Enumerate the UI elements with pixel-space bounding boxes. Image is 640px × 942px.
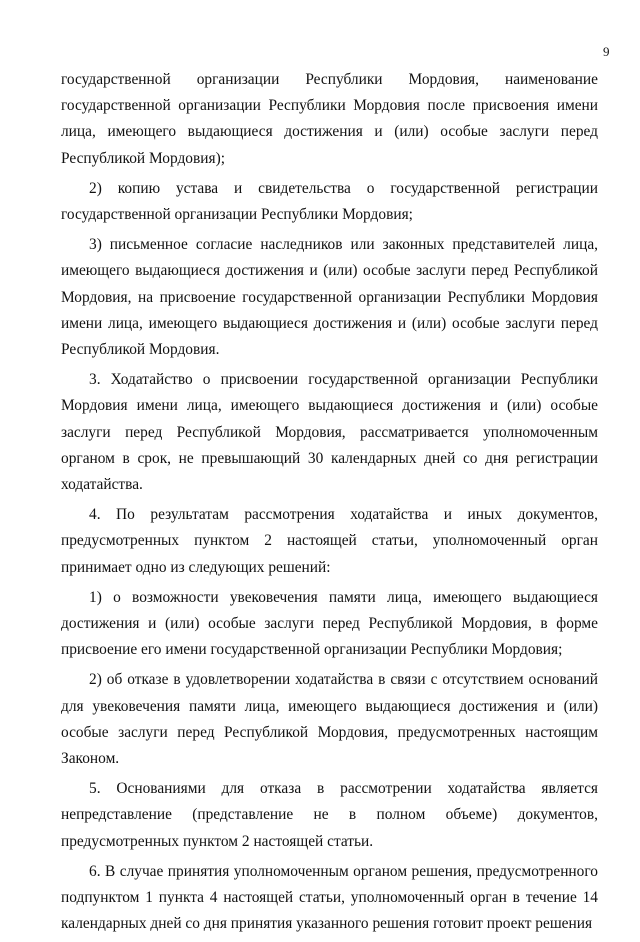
paragraph-decision-1: 1) о возможности увековечения памяти лица, имеющего выдающиеся достижения и (или) особые заслуги перед Республикой Мордовия, в форме присвоение его имени государственной организации Республики Мордовия; bbox=[61, 588, 598, 659]
paragraph-item-3: 3) письменное согласие наследников или законных представителей лица, имеющего выдающиеся достижения и (или) особые заслуги перед Республикой Мордовия, на присвоение государственной организации Республики Мордовия имени лица, имеющего выдающиеся достижения и (или) особые заслуги перед Республикой Мордовия. bbox=[61, 236, 598, 359]
document-body bbox=[61, 67, 598, 942]
paragraph-clause-4: 4. По результатам рассмотрения ходатайства и иных документов, предусмотренных пунктом 2 настоящей статьи, уполномоченный орган принимает одно из следующих решений: bbox=[61, 506, 598, 576]
paragraph-clause-6: 6. В случае принятия уполномоченным органом решения, предусмотренного подпунктом 1 пункта 4 настоящей статьи, уполномоченный орган в течение 14 календарных дней со дня принятия указанного решения готовит проект решения bbox=[61, 862, 598, 933]
paragraph-continuation: государственной организации Республики Мордовия, наименование государственной организации Республики Мордовия после присвоения имени лица, имеющего выдающиеся достижения и (или) особые заслуги перед Республикой Мордовия); bbox=[61, 71, 598, 167]
paragraph-item-2: 2) копию устава и свидетельства о государственной регистрации государственной организации Республики Мордовия; bbox=[61, 179, 598, 224]
paragraph-decision-2: 2) об отказе в удовлетворении ходатайства в связи с отсутствием оснований для увековечения памяти лица, имеющего выдающиеся достижения и (или) особые заслуги перед Республикой Мордовия, предусмотренных настоящим Законом. bbox=[61, 671, 598, 768]
paragraph-clause-5: 5. Основаниями для отказа в рассмотрении ходатайства является непредставление (представление не в полном объеме) документов, предусмотренных пунктом 2 настоящей статьи. bbox=[61, 780, 598, 850]
page-number: 9 bbox=[603, 44, 610, 59]
paragraph-clause-3: 3. Ходатайство о присвоении государственной организации Республики Мордовия имени лица, имеющего выдающиеся достижения и (или) особые заслуги перед Республикой Мордовия, рассматривается уполномоченным органом в срок, не превышающий 30 календарных дней со дня регистрации ходатайства. bbox=[61, 371, 598, 494]
